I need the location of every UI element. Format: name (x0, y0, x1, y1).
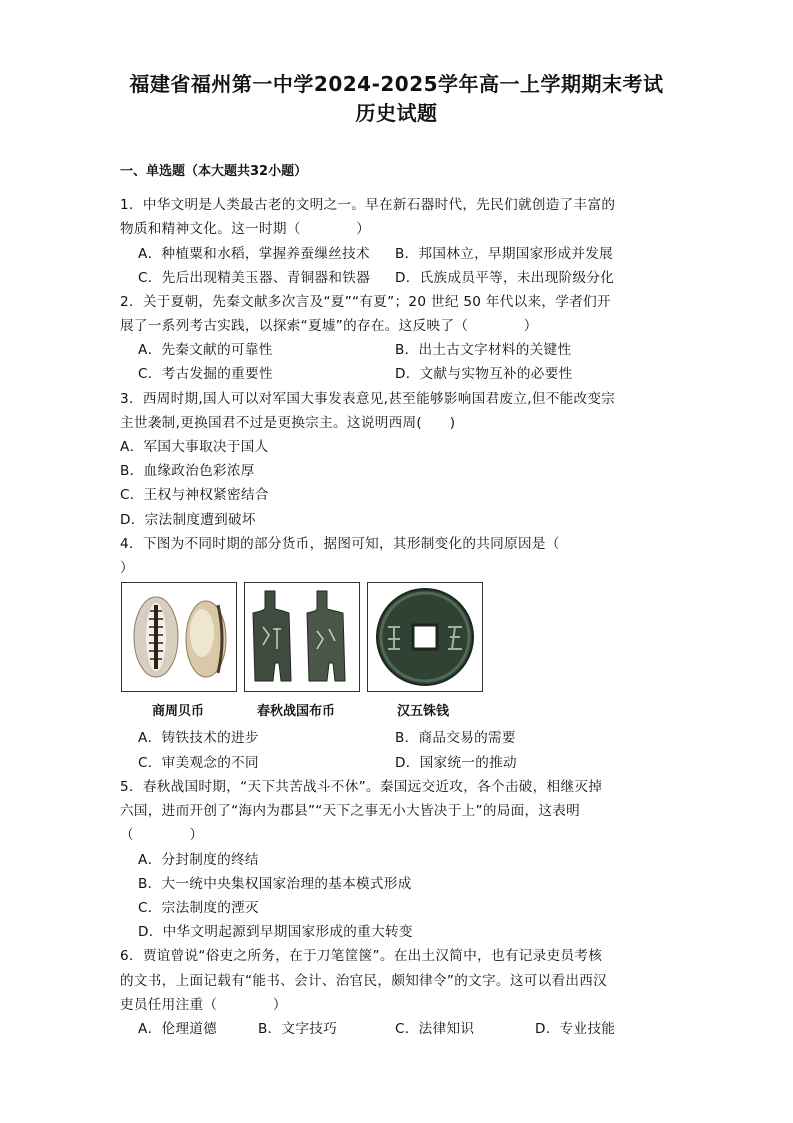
page-title-line-1: 福建省福州第一中学2024-2025学年高一上学期期末考试 (129, 72, 664, 96)
question-1-stem-line-1: 1．中华文明是人类最古老的文明之一。早在新石器时代，先民们就创造了丰富的 (120, 197, 616, 213)
question-6-option-d: D．专业技能 (535, 1021, 616, 1037)
question-4-stem-line-2: ） (120, 560, 134, 576)
question-5-option-a: A．分封制度的终结 (138, 852, 259, 868)
question-6-option-a: A．伦理道德 (138, 1021, 218, 1037)
question-6-option-b: B．文字技巧 (258, 1021, 338, 1037)
question-5-stem-line-1: 5．春秋战国时期，“天下共苦战斗不休”。秦国远交近攻，各个击破，相继灭掉 (120, 779, 603, 795)
question-5-stem-line-3: （ ） (120, 827, 204, 843)
question-2-stem-line-2: 展了一系列考古实践，以探索“夏墟”的存在。这反映了（ ） (120, 318, 538, 334)
spade-currency-image (244, 582, 360, 692)
figure-caption-coin: 汉五铢钱 (397, 704, 450, 719)
question-4-option-a: A．铸铁技术的进步 (138, 730, 259, 746)
question-5-option-c: C．宗法制度的湮灭 (138, 900, 259, 916)
question-2-option-c: C．考古发掘的重要性 (138, 366, 273, 382)
question-4-stem-line-1: 4．下图为不同时期的部分货币，据图可知，其形制变化的共同原因是（ (120, 536, 560, 552)
question-2-option-a: A．先秦文献的可靠性 (138, 342, 273, 358)
question-3-option-a: A．军国大事取决于国人 (120, 439, 269, 455)
question-2-option-b: B．出土古文字材料的关键性 (395, 342, 572, 358)
shell-currency-image (121, 582, 237, 692)
question-3-stem-line-2: 主世袭制,更换国君不过是更换宗主。这说明西周( ) (120, 415, 456, 431)
question-1-option-d: D．氏族成员平等，未出现阶级分化 (395, 270, 615, 286)
question-3-option-c: C．王权与神权紧密结合 (120, 487, 269, 503)
question-1-stem-line-2: 物质和精神文化。这一时期（ ） (120, 221, 371, 237)
question-3-option-b: B．血缘政治色彩浓厚 (120, 463, 255, 479)
question-6-option-c: C．法律知识 (395, 1021, 475, 1037)
question-5-option-b: B．大一统中央集权国家治理的基本模式形成 (138, 876, 412, 892)
question-6-stem-line-1: 6．贾谊曾说“俗吏之所务，在于刀笔筐箧”。在出土汉简中，也有记录吏员考核 (120, 948, 603, 964)
question-1-option-a: A．种植粟和水稻，掌握养蚕缫丝技术 (138, 246, 370, 262)
question-3-option-d: D．宗法制度遭到破坏 (120, 512, 256, 528)
question-1-option-c: C．先后出现精美玉器、青铜器和铁器 (138, 270, 371, 286)
question-5-option-d: D．中华文明起源到早期国家形成的重大转变 (138, 924, 413, 940)
figure-caption-spade: 春秋战国布币 (257, 704, 336, 719)
question-5-stem-line-2: 六国，进而开创了“海内为郡县”“天下之事无小大皆决于上”的局面，这表明 (120, 803, 581, 819)
question-2-option-d: D．文献与实物互补的必要性 (395, 366, 573, 382)
question-6-stem-line-3: 吏员任用注重（ ） (120, 997, 287, 1013)
question-6-stem-line-2: 的文书，上面记载有“能书、会计、治官民，颇知律令”的文字。这可以看出西汉 (120, 973, 608, 989)
page-title-line-2: 历史试题 (355, 101, 438, 125)
wuzhu-coin-image (367, 582, 483, 692)
question-4-option-d: D．国家统一的推动 (395, 755, 517, 771)
question-1-option-b: B．邦国林立，早期国家形成并发展 (395, 246, 614, 262)
question-4-option-b: B．商品交易的需要 (395, 730, 516, 746)
figure-caption-shell: 商周贝币 (152, 704, 205, 719)
section-title: 一、单选题（本大题共32小题） (120, 164, 308, 179)
question-2-stem-line-1: 2．关于夏朝，先秦文献多次言及“夏”“有夏”；20 世纪 50 年代以来，学者们开 (120, 294, 611, 310)
question-3-stem-line-1: 3．西周时期,国人可以对军国大事发表意见,甚至能够影响国君废立,但不能改变宗 (120, 391, 616, 407)
question-4-option-c: C．审美观念的不同 (138, 755, 259, 771)
